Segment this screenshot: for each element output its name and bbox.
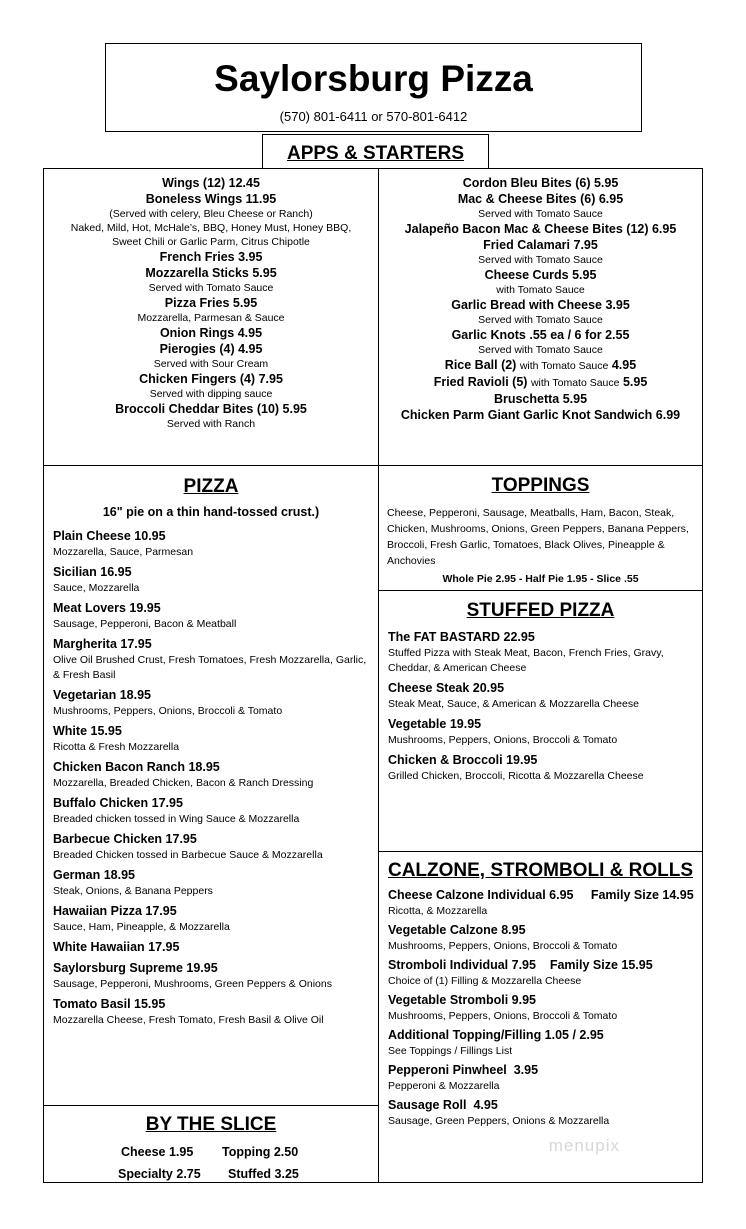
menu-item-name: Sicilian 16.95: [53, 565, 132, 579]
restaurant-title: Saylorsburg Pizza: [214, 58, 533, 99]
menu-item-name: Hawaiian Pizza 17.95: [53, 904, 177, 918]
menu-item-name: White 15.95: [53, 724, 122, 738]
menu-item-desc: Ricotta, & Mozzarella: [388, 905, 488, 917]
menu-item-name: Vegetable Calzone 8.95: [388, 923, 526, 937]
app-item-desc: Served with dipping sauce: [149, 388, 273, 400]
menu-item-name: Meat Lovers 19.95: [53, 601, 161, 615]
menu-item-name: Vegetable Stromboli 9.95: [388, 993, 536, 1007]
menu-item-name: Vegetarian 18.95: [53, 688, 151, 702]
menu-item-desc: Ricotta & Fresh Mozzarella: [53, 741, 180, 753]
app-item-name: Cheese Curds 5.95: [484, 268, 597, 282]
menu-item-name: Plain Cheese 10.95: [53, 529, 166, 543]
app-item-desc: (Served with celery, Bleu Cheese or Ranch): [109, 208, 313, 220]
menu-item-desc: Olive Oil Brushed Crust, Fresh Tomatoes, Fresh Mozzarella, Garlic, & Fresh Basil: [53, 654, 367, 681]
pizza-subtitle: 16" pie on a thin hand-tossed crust.): [102, 505, 320, 519]
app-item-name: Pierogies (4) 4.95: [159, 342, 263, 356]
app-item-name: Boneless Wings 11.95: [145, 192, 277, 206]
app-item-desc: Served with Ranch: [166, 418, 256, 430]
menu-item-name: Cheese Calzone Individual 6.95 Family Size 14.95: [388, 888, 694, 902]
toppings-heading: TOPPINGS: [491, 475, 590, 496]
app-item-name: Chicken Parm Giant Garlic Knot Sandwich 6.99: [400, 408, 681, 422]
menu-item-name: Barbecue Chicken 17.95: [53, 832, 197, 846]
app-item-name: Garlic Knots .55 ea / 6 for 2.55: [451, 328, 630, 342]
menu-item-name: Cheese Steak 20.95: [388, 681, 505, 695]
menu-item-name: Tomato Basil 15.95: [53, 997, 166, 1011]
app-item-desc: Served with Tomato Sauce: [478, 314, 603, 326]
menu-item-desc: Sausage, Pepperoni, Bacon & Meatball: [53, 618, 237, 630]
menu-item-desc: Mozzarella, Breaded Chicken, Bacon & Ranch Dressing: [53, 777, 314, 789]
menu-item-desc: Mushrooms, Peppers, Onions, Broccoli & Tomato: [388, 1010, 618, 1022]
pizza-heading: PIZZA: [183, 476, 239, 497]
app-item-desc: Sweet Chili or Garlic Parm, Citrus Chipotle: [112, 236, 310, 248]
menu-item-name: Chicken Bacon Ranch 18.95: [53, 760, 220, 774]
menu-item-name: Chicken & Broccoli 19.95: [388, 753, 538, 767]
menu-item-desc: Mozzarella, Sauce, Parmesan: [53, 546, 194, 558]
slice-topping: Topping 2.50: [222, 1145, 299, 1159]
apps-heading: APPS & STARTERS: [286, 143, 464, 164]
app-item-desc: with Tomato Sauce: [496, 284, 585, 296]
menu-item-desc: Sausage, Green Peppers, Onions & Mozzarella: [388, 1115, 610, 1127]
slice-specialty: Specialty 2.75: [118, 1167, 201, 1181]
menu-item-desc: Grilled Chicken, Broccoli, Ricotta & Mozzarella Cheese: [388, 770, 644, 782]
menu-item-desc: Stuffed Pizza with Steak Meat, Bacon, French Fries, Gravy, Cheddar, & American Cheese: [388, 647, 664, 674]
calzone-box: [378, 851, 703, 1183]
app-item-name: Mac & Cheese Bites (6) 6.95: [457, 192, 624, 206]
menu-item-desc: Mozzarella Cheese, Fresh Tomato, Fresh Basil & Olive Oil: [53, 1014, 324, 1026]
app-item-desc: Served with Tomato Sauce: [478, 208, 603, 220]
app-item-desc: Served with Tomato Sauce: [148, 282, 274, 294]
app-item-row: [379, 374, 702, 391]
stuffed-box: [378, 590, 703, 852]
menu-item-name: Saylorsburg Supreme 19.95: [53, 961, 218, 975]
phone-numbers: (570) 801-6411 or 570-801-6412: [279, 109, 468, 124]
toppings-prices: Whole Pie 2.95 - Half Pie 1.95 - Slice .55: [442, 573, 639, 585]
app-item-row: [379, 357, 702, 374]
app-item-name: Jalapeño Bacon Mac & Cheese Bites (12) 6.95: [404, 222, 677, 236]
menu-item-name: Sausage Roll 4.95: [388, 1098, 498, 1112]
app-item-name: Chicken Fingers (4) 7.95: [139, 372, 283, 386]
menu-item-name: German 18.95: [53, 868, 135, 882]
app-item-name: French Fries 3.95: [159, 250, 263, 264]
menu-item-desc: Steak Meat, Sauce, & American & Mozzarella Cheese: [388, 698, 639, 710]
menu-item-name: Pepperoni Pinwheel 3.95: [388, 1063, 539, 1077]
pizza-list: [53, 524, 372, 1028]
app-item-name: Fried Ravioli (5): [433, 375, 528, 389]
apps-right-box: [378, 168, 703, 466]
app-item-desc: Mozzarella, Parmesan & Sauce: [137, 312, 285, 324]
menu-item-name: Margherita 17.95: [53, 637, 152, 651]
slice-box: [43, 1105, 379, 1183]
menu-item-desc: Breaded chicken tossed in Wing Sauce & Mozzarella: [53, 813, 300, 825]
slice-stuffed: Stuffed 3.25: [228, 1167, 299, 1181]
toppings-box: [378, 465, 703, 591]
menu-item-desc: Sauce, Mozzarella: [53, 582, 140, 594]
slice-heading: BY THE SLICE: [145, 1114, 277, 1135]
app-item-desc: Served with Sour Cream: [153, 358, 269, 370]
header-box: [105, 43, 642, 132]
menu-item-desc: Pepperoni & Mozzarella: [388, 1080, 500, 1092]
menu-item-desc: Sausage, Pepperoni, Mushrooms, Green Peppers & Onions: [53, 978, 332, 990]
menu-item-desc: Mushrooms, Peppers, Onions, Broccoli & Tomato: [388, 734, 618, 746]
app-item-name: Garlic Bread with Cheese 3.95: [451, 298, 630, 312]
calzone-list: [388, 884, 696, 1129]
toppings-list: Cheese, Pepperoni, Sausage, Meatballs, Ham, Bacon, Steak, Chicken, Mushrooms, Onions, Green Peppers, Banana Peppers, Broccoli, Fresh Garlic, Tomatoes, Black Olives, Pineapple & Anchovies: [387, 507, 689, 567]
menu-item-desc: Sauce, Ham, Pineapple, & Mozzarella: [53, 921, 230, 933]
menu-item-desc: Choice of (1) Filling & Mozzarella Cheese: [388, 975, 582, 987]
menu-item-desc: Steak, Onions, & Banana Peppers: [53, 885, 213, 897]
app-item-name: Rice Ball (2): [444, 358, 517, 372]
calzone-heading: CALZONE, STROMBOLI & ROLLS: [387, 860, 694, 881]
menu-item-desc: Mushrooms, Peppers, Onions, Broccoli & Tomato: [388, 940, 618, 952]
apps-right-list: [379, 175, 702, 423]
stuffed-heading: STUFFED PIZZA: [466, 600, 615, 621]
app-item-desc: Served with Tomato Sauce: [478, 344, 603, 356]
menu-item-name: The FAT BASTARD 22.95: [388, 630, 535, 644]
app-item-desc: Naked, Mild, Hot, McHale’s, BBQ, Honey Must, Honey BBQ,: [70, 222, 352, 234]
apps-left-box: [43, 168, 379, 466]
menu-item-name: White Hawaiian 17.95: [53, 940, 180, 954]
menu-item-desc: See Toppings / Fillings List: [388, 1045, 513, 1057]
stuffed-list: [388, 625, 696, 784]
slice-cheese: Cheese 1.95: [121, 1145, 194, 1159]
app-item-name: Mozzarella Sticks 5.95: [145, 266, 277, 280]
app-item-note: with Tomato Sauce: [530, 377, 620, 389]
menu-item-name: Additional Topping/Filling 1.05 / 2.95: [388, 1028, 604, 1042]
pizza-box: [43, 465, 379, 1106]
app-item-note: with Tomato Sauce: [519, 360, 609, 372]
app-item-price: 5.95: [622, 375, 648, 389]
app-item-desc: Served with Tomato Sauce: [478, 254, 603, 266]
menu-item-name: Buffalo Chicken 17.95: [53, 796, 183, 810]
app-item-name: Broccoli Cheddar Bites (10) 5.95: [115, 402, 307, 416]
app-item-name: Fried Calamari 7.95: [483, 238, 598, 252]
watermark: menupix: [548, 1136, 620, 1155]
app-item-name: Cordon Bleu Bites (6) 5.95: [462, 176, 619, 190]
menu-item-name: Vegetable 19.95: [388, 717, 482, 731]
app-item-price: 4.95: [611, 358, 637, 372]
apps-left-list: [44, 175, 378, 431]
app-item-name: Onion Rings 4.95: [159, 326, 263, 340]
apps-heading-box: [262, 134, 489, 170]
menu-item-desc: Breaded Chicken tossed in Barbecue Sauce & Mozzarella: [53, 849, 323, 861]
app-item-name: Wings (12) 12.45: [162, 176, 260, 190]
app-item-name: Bruschetta 5.95: [493, 392, 588, 406]
app-item-name: Pizza Fries 5.95: [164, 296, 258, 310]
menu-item-desc: Mushrooms, Peppers, Onions, Broccoli & Tomato: [53, 705, 283, 717]
menu-item-name: Stromboli Individual 7.95 Family Size 15.95: [388, 958, 653, 972]
